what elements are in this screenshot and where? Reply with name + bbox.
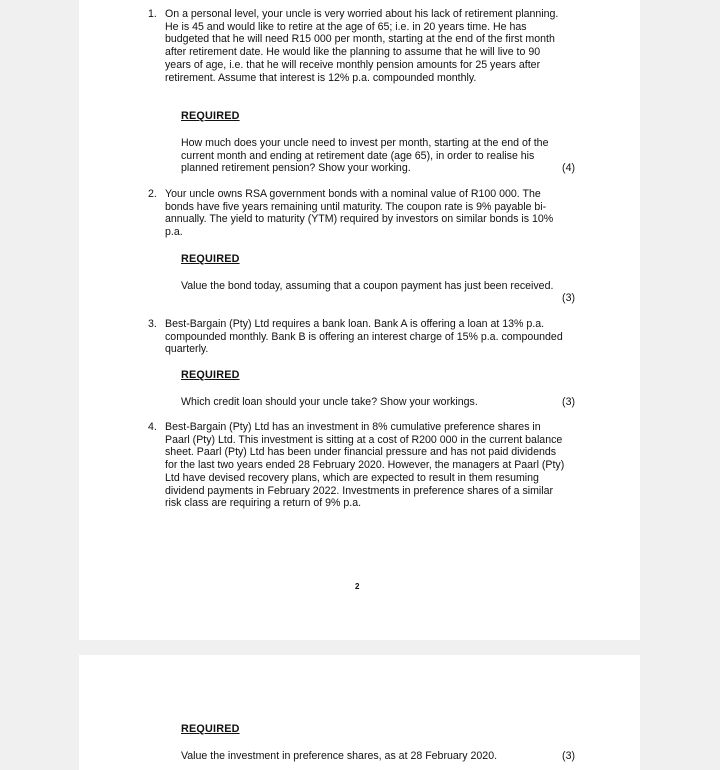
question-number: 2. bbox=[148, 188, 157, 200]
required-text-body: Value the investment in preference shares, as at 28 February 2020. bbox=[181, 750, 498, 762]
question-text: Best-Bargain (Pty) Ltd has an investment in 8% cumulative preference shares in Paarl (Pty) Ltd. This investment is sitting at a cost of R200 000 in the current balance sheet. Paarl (Pty) Ltd has been under financial pressure and has not paid dividends for the last two years ended 28 February 2020. However, the managers at Paarl (Pty) Ltd have devised recovery plans, which are expected to result in them resuming dividend payments in February 2022. Investments in preference shares of a similar risk class are requiring a return of 9% p.a. bbox=[165, 421, 565, 510]
page-number: 2 bbox=[355, 582, 360, 591]
required-text-body: Value the bond today, assuming that a coupon payment has just been received. bbox=[181, 280, 554, 292]
required-text-body: How much does your uncle need to invest per month, starting at the end of the current month and ending at retirement date (age 65), in order to realise his planned retirement pension? Show your working. bbox=[181, 137, 549, 175]
question-text: Best-Bargain (Pty) Ltd requires a bank loan. Bank A is offering a loan at 13% p.a. compounded monthly. Bank B is offering an interest charge of 15% p.a. compounded quarterly. bbox=[165, 318, 563, 356]
question-text: On a personal level, your uncle is very worried about his lack of retirement planning. He is 45 and would like to retire at the age of 65; i.e. in 20 years time. He has budgeted that he will need R15 000 per month, starting at the end of the first month after retirement date. He would like the planning to assume that he will live to 90 years of age, i.e. that he will receive monthly pension amounts for 25 years after retirement. Assume that interest is 12% p.a. compounded monthly. bbox=[165, 8, 559, 84]
question-3 bbox=[148, 318, 565, 356]
question-2 bbox=[148, 188, 565, 239]
required-text bbox=[181, 137, 573, 175]
document-page-1 bbox=[79, 0, 640, 640]
marks: (3) bbox=[562, 396, 575, 408]
question-text: Your uncle owns RSA government bonds with a nominal value of R100 000. The bonds have five years remaining until maturity. The coupon rate is 9% payable bi-annually. The yield to maturity (YTM) required by investors on similar bonds is 10% p.a. bbox=[165, 188, 554, 239]
required-heading: REQUIRED bbox=[181, 110, 240, 122]
question-number: 1. bbox=[148, 8, 157, 20]
required-heading: REQUIRED bbox=[181, 253, 240, 265]
document-page-2 bbox=[79, 655, 640, 770]
marks: (4) bbox=[562, 162, 575, 174]
marks: (3) bbox=[562, 750, 575, 762]
question-number: 3. bbox=[148, 318, 157, 330]
required-heading: REQUIRED bbox=[181, 369, 240, 381]
required-text bbox=[181, 750, 573, 763]
required-heading: REQUIRED bbox=[181, 723, 240, 735]
question-1 bbox=[148, 8, 565, 84]
question-4 bbox=[148, 421, 565, 510]
question-number: 4. bbox=[148, 421, 157, 433]
required-text bbox=[181, 396, 573, 409]
required-text-body: Which credit loan should your uncle take? Show your workings. bbox=[181, 396, 478, 408]
required-text bbox=[181, 280, 575, 304]
marks: (3) bbox=[562, 292, 575, 304]
